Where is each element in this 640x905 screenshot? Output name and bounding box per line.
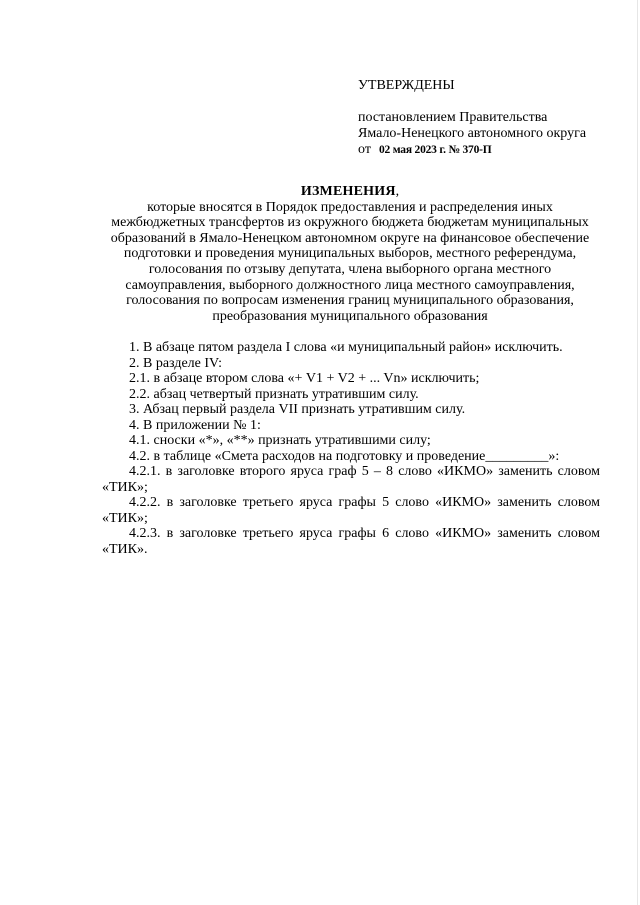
body-item: 2.2. абзац четвертый признать утратившим силу. xyxy=(129,386,419,402)
body-item: 4.2.1. в заголовке второго яруса граф 5 – 8 слово «ИКМО» заменить словом «ТИК»; xyxy=(102,464,600,495)
title-line: межбюджетных трансфертов из окружного бюджета бюджетам муниципальных xyxy=(111,215,589,231)
title-line: голосования по отзыву депутата, члена выборного органа местного xyxy=(148,261,552,277)
approval-line-1: постановлением Правительства xyxy=(358,110,548,125)
body-item: 4.2.3. в заголовке третьего яруса графы 6 слово «ИКМО» заменить словом «ТИК». xyxy=(102,526,600,557)
title-line: подготовки и проведения муниципальных выборов, местного референдума, xyxy=(123,246,577,262)
title-heading: ИЗМЕНЕНИЯ xyxy=(300,184,396,199)
approved-label: УТВЕРЖДЕНЫ xyxy=(358,78,455,93)
title-line: голосования по вопросам изменения границ муниципального образования, xyxy=(126,293,574,309)
title-line: образований в Ямало-Ненецком автономном округе на финансовое обеспечение xyxy=(110,230,590,246)
title-line: которые вносятся в Порядок предоставления и распределения иных xyxy=(147,199,553,215)
body-item: 4.2.2. в заголовке третьего яруса графы 5 слово «ИКМО» заменить словом «ТИК»; xyxy=(102,495,600,526)
document-body xyxy=(102,340,600,557)
title-line: самоуправления, выборного должностного лица местного самоуправления, xyxy=(125,277,575,293)
approval-date-line xyxy=(358,142,618,158)
date-value: 02 мая 2023 г. № 370-П xyxy=(378,144,492,156)
body-item: 4.2. в таблице «Смета расходов на подготовку и проведение_________»: xyxy=(129,448,560,464)
body-item: 1. В абзаце пятом раздела I слова «и муниципальный район» исключить. xyxy=(129,340,563,355)
title-heading-line xyxy=(70,184,630,200)
title-line: преобразования муниципального образования xyxy=(212,308,488,324)
title-block xyxy=(70,184,630,324)
body-item: 4.1. сноски «*», «**» признать утратившими силу; xyxy=(129,433,431,448)
body-item: 2.1. в абзаце втором слова «+ V1 + V2 + ... Vn» исключить; xyxy=(129,371,480,386)
body-item: 3. Абзац первый раздела VII признать утратившим силу. xyxy=(129,402,466,417)
title-heading-suffix: , xyxy=(395,184,400,199)
page-edge-line xyxy=(637,0,638,905)
body-item: 4. В приложении № 1: xyxy=(129,417,261,433)
approval-line-2: Ямало-Ненецкого автономного округа xyxy=(358,126,587,141)
date-prefix: от xyxy=(358,142,371,157)
approval-block xyxy=(358,78,618,158)
body-item: 2. В разделе IV: xyxy=(129,355,222,371)
